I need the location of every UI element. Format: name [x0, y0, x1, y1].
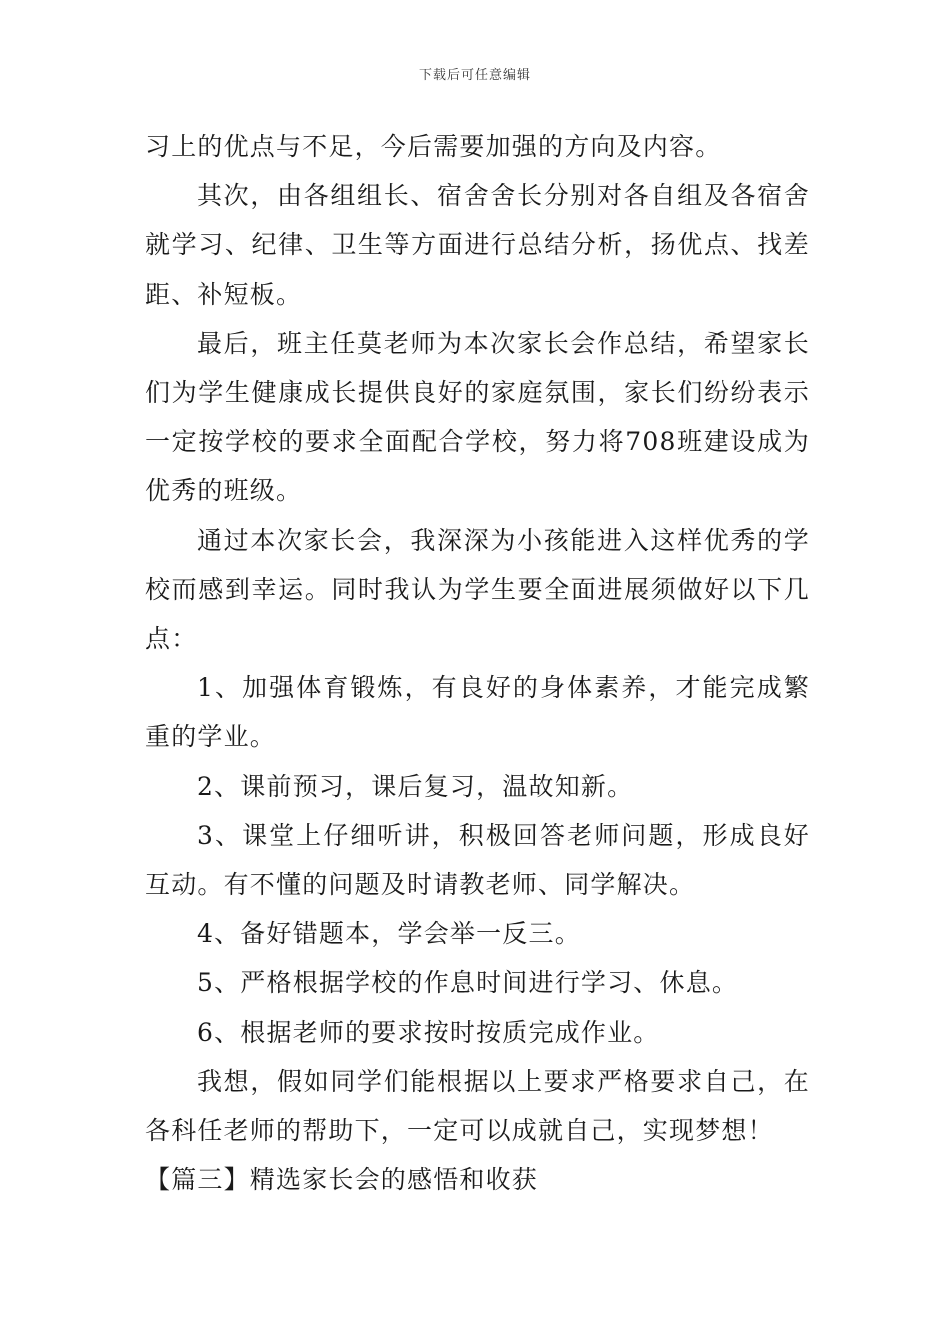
paragraph-group-summary: 其次，由各组组长、宿舍舍长分别对各自组及各宿舍就学习、纪律、卫生等方面进行总结分析，扬优点、找差距、补短板。	[145, 181, 810, 309]
section-heading: 【篇三】精选家长会的感悟和收获	[145, 1165, 539, 1195]
list-item-5: 5、严格根据学校的作息时间进行学习、休息。	[197, 968, 739, 998]
document-body	[145, 122, 810, 1204]
paragraph-reflection: 通过本次家长会，我深深为小孩能进入这样优秀的学校而感到幸运。同时我认为学生要全面进展须做好以下几点：	[145, 525, 810, 654]
continued-paragraph: 习上的优点与不足，今后需要加强的方向及内容。	[145, 132, 722, 161]
list-item-1: 1、加强体育锻炼，有良好的身体素养，才能完成繁重的学业。	[145, 673, 810, 752]
list-item-2: 2、课前预习，课后复习，温故知新。	[197, 771, 634, 801]
list-item-3: 3、课堂上仔细听讲，积极回答老师问题，形成良好互动。有不懂的问题及时请教老师、同学解决。	[145, 820, 810, 900]
list-item-6: 6、根据老师的要求按时按质完成作业。	[197, 1017, 660, 1047]
paragraph-conclusion: 我想，假如同学们能根据以上要求严格要求自己，在各科任老师的帮助下，一定可以成就自己，实现梦想！	[145, 1066, 810, 1146]
paragraph-teacher-summary: 最后，班主任莫老师为本次家长会作总结，希望家长们为学生健康成长提供良好的家庭氛围，家长们纷纷表示一定按学校的要求全面配合学校，努力将708班建设成为优秀的班级。	[145, 328, 810, 506]
list-item-4: 4、备好错题本，学会举一反三。	[197, 919, 581, 949]
page-header-note: 下载后可任意编辑	[418, 68, 531, 83]
